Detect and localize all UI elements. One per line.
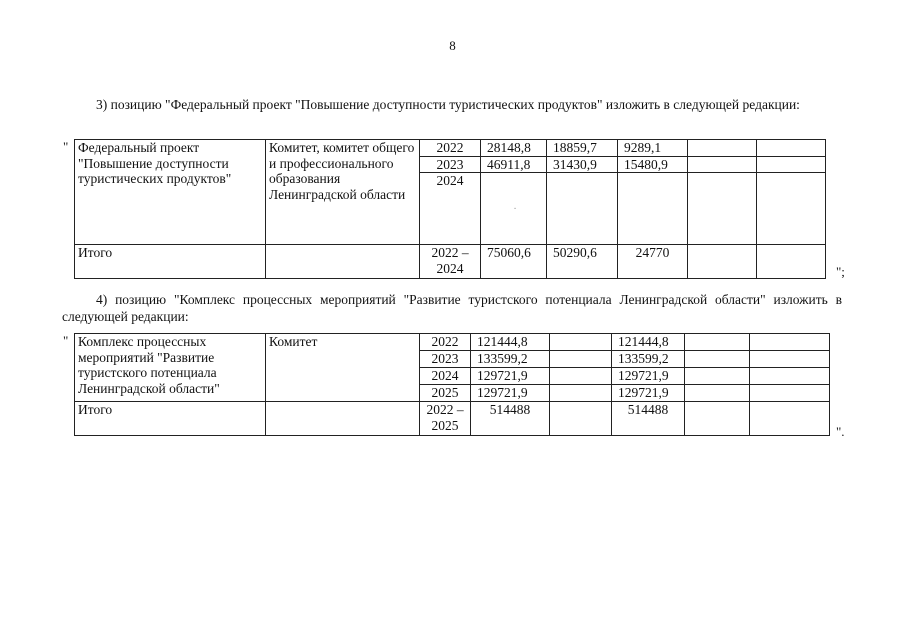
empty-cell <box>266 402 420 436</box>
year-cell: 2025 <box>420 385 471 402</box>
close-mark-2: ". <box>836 424 845 439</box>
open-quote-2: " <box>63 333 69 348</box>
empty-cell <box>757 173 826 245</box>
federal-cell: 31430,9 <box>547 156 618 173</box>
period-cell: 2022 – 2025 <box>420 402 471 436</box>
empty-cell <box>750 351 830 368</box>
page-number: 8 <box>449 38 456 53</box>
empty-cell <box>688 156 757 173</box>
table-row-total <box>75 245 826 279</box>
regional-cell <box>618 173 688 245</box>
federal-cell: 18859,7 <box>547 140 618 157</box>
total-cell: 46911,8 <box>481 156 547 173</box>
empty-cell <box>757 245 826 279</box>
total-cell <box>481 173 547 245</box>
section-4-intro: 4) позицию "Комплекс процессных мероприятий "Развитие туристского потенциала Ленинградской области" изложить в следующей редакции: <box>62 292 842 324</box>
project-name-cell: Федеральный проект "Повышение доступности туристических продуктов" <box>75 140 266 245</box>
federal-cell <box>550 351 612 368</box>
regional-cell: 9289,1 <box>618 140 688 157</box>
empty-cell <box>266 245 420 279</box>
empty-cell <box>685 351 750 368</box>
total-cell: 129721,9 <box>471 368 550 385</box>
empty-cell <box>688 245 757 279</box>
year-cell: 2024 <box>420 368 471 385</box>
year-cell: 2024 <box>420 173 481 245</box>
regional-cell: 133599,2 <box>612 351 685 368</box>
regional-cell: 15480,9 <box>618 156 688 173</box>
regional-cell: 121444,8 <box>612 334 685 351</box>
year-cell: 2022 <box>420 334 471 351</box>
empty-cell <box>688 140 757 157</box>
regional-cell: 129721,9 <box>612 368 685 385</box>
period-cell: 2022 – 2024 <box>420 245 481 279</box>
regional-cell: 514488 <box>612 402 685 436</box>
empty-cell <box>750 402 830 436</box>
empty-cell <box>750 385 830 402</box>
federal-cell <box>550 368 612 385</box>
table-row <box>75 334 830 351</box>
scan-speck: · <box>513 203 517 215</box>
total-cell: 121444,8 <box>471 334 550 351</box>
total-cell: 75060,6 <box>481 245 547 279</box>
total-cell: 28148,8 <box>481 140 547 157</box>
regional-cell: 24770 <box>618 245 688 279</box>
open-quote-1: " <box>63 139 69 154</box>
federal-project-table <box>74 139 826 279</box>
empty-cell <box>685 368 750 385</box>
regional-cell: 129721,9 <box>612 385 685 402</box>
process-complex-table <box>74 333 830 436</box>
total-label-cell: Итого <box>75 402 266 436</box>
total-cell: 133599,2 <box>471 351 550 368</box>
federal-cell <box>550 334 612 351</box>
total-cell: 129721,9 <box>471 385 550 402</box>
empty-cell <box>750 334 830 351</box>
total-label-cell: Итого <box>75 245 266 279</box>
section-3-intro: 3) позицию "Федеральный проект "Повышение доступности туристических продуктов" изложить в следующей редакции: <box>96 97 800 112</box>
federal-cell <box>550 385 612 402</box>
executor-cell: Комитет <box>266 334 420 402</box>
year-cell: 2022 <box>420 140 481 157</box>
executor-cell: Комитет, комитет общего и профессионального образования Ленинградской области <box>266 140 420 245</box>
empty-cell <box>757 156 826 173</box>
empty-cell <box>685 385 750 402</box>
empty-cell <box>688 173 757 245</box>
federal-cell <box>547 173 618 245</box>
project-name-cell: Комплекс процессных мероприятий "Развитие туристского потенциала Ленинградской области" <box>75 334 266 402</box>
year-cell: 2023 <box>420 156 481 173</box>
empty-cell <box>750 368 830 385</box>
table-row-total <box>75 402 830 436</box>
empty-cell <box>757 140 826 157</box>
federal-cell: 50290,6 <box>547 245 618 279</box>
table-row <box>75 140 826 157</box>
empty-cell <box>685 402 750 436</box>
empty-cell <box>685 334 750 351</box>
close-mark-1: "; <box>836 264 845 279</box>
total-cell: 514488 <box>471 402 550 436</box>
federal-cell <box>550 402 612 436</box>
year-cell: 2023 <box>420 351 471 368</box>
